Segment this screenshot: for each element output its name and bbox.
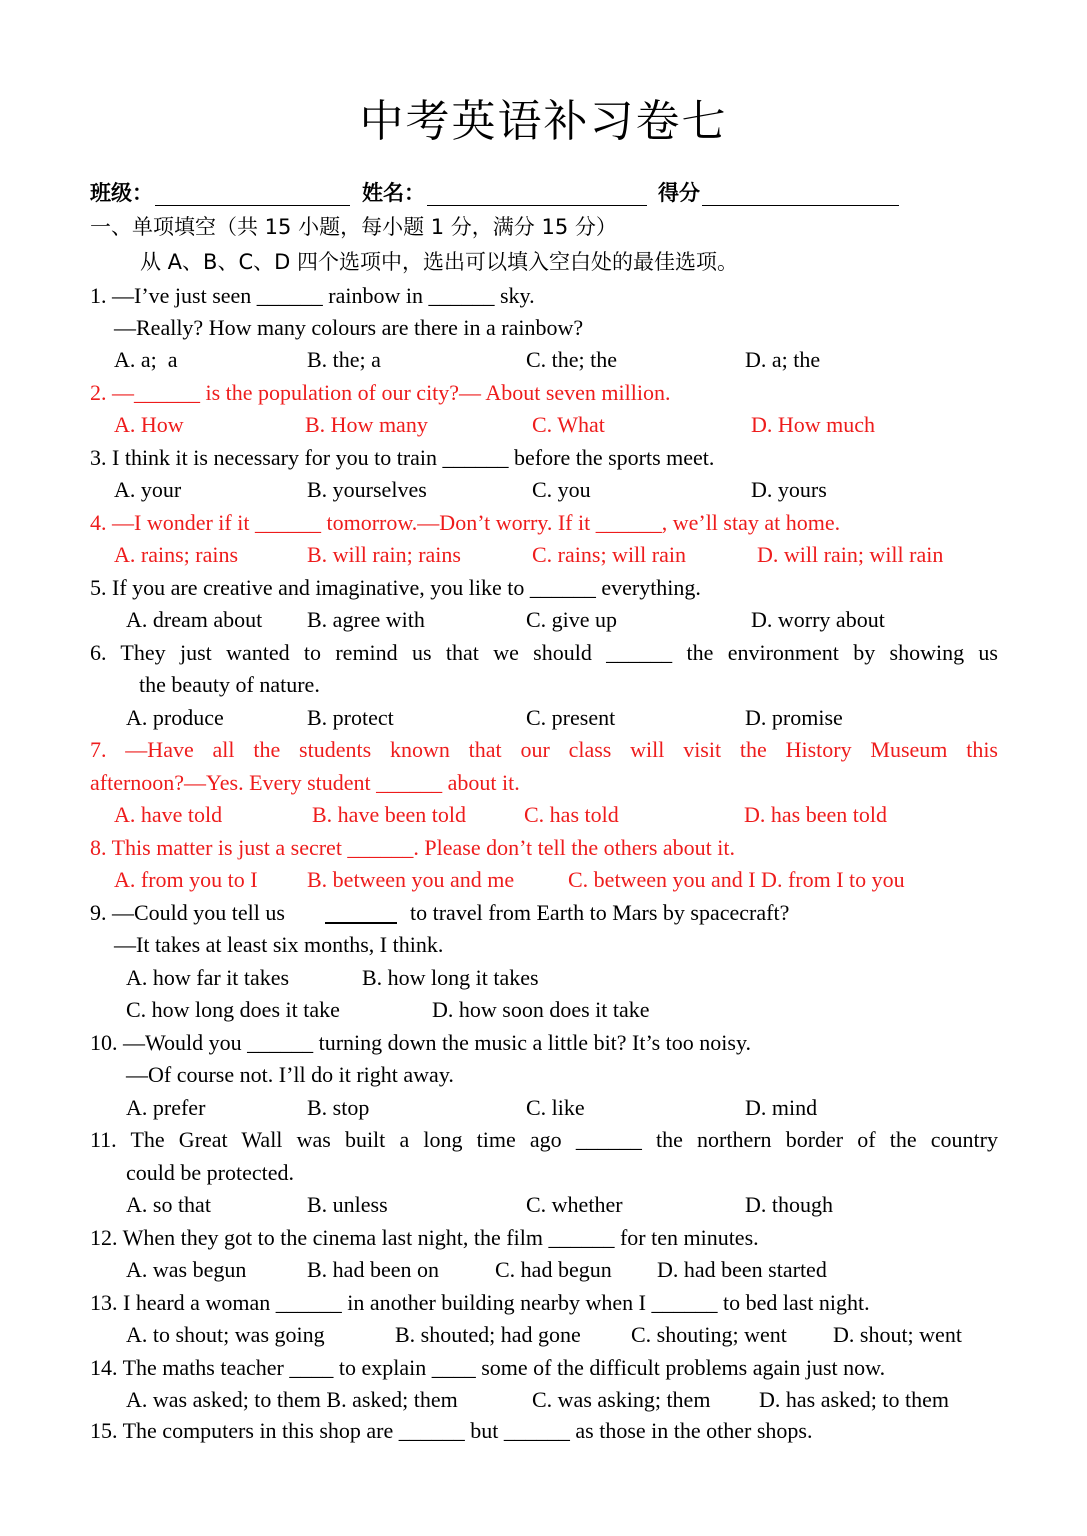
question-8: 8. This matter is just a secret ______. Please don’t tell the others about it. (90, 835, 736, 860)
question-9: 9. —Could you tell us (90, 900, 285, 925)
question-15: 15. The computers in this shop are ______ but ______ as those in the other shops. (90, 1418, 813, 1443)
question-1: 1. —I’ve just seen ______ rainbow in ______ sky. (90, 283, 535, 308)
q4-option-c: C. rains; will rain (532, 542, 686, 567)
q10-option-a: A. prefer (126, 1095, 206, 1120)
q12-option-c: C. had begun (495, 1257, 612, 1282)
q6-option-a: A. produce (126, 705, 224, 730)
class-blank[interactable] (155, 205, 350, 206)
q13-option-d: D. shout; went (833, 1322, 962, 1347)
question-7: 7. —Have all the students known that our class will visit the History Museum this (90, 737, 998, 762)
q8-option-a: A. from you to I (114, 867, 258, 892)
page-title: 中考英语补习卷七 (359, 97, 728, 146)
q10-option-d: D. mind (745, 1095, 818, 1120)
section-instruction: 从 A、B、C、D 四个选项中，选出可以填入空白处的最佳选项。 (140, 250, 738, 274)
q12-option-b: B. had been on (307, 1257, 439, 1282)
question-13: 13. I heard a woman ______ in another building nearby when I ______ to bed last night. (90, 1290, 870, 1315)
q1-option-d: D. a; the (745, 347, 821, 372)
name-label: 姓名： (362, 181, 425, 205)
q8-option-b: B. between you and me (307, 867, 515, 892)
q4-option-a: A. rains; rains (114, 542, 239, 567)
question-9-cont: to travel from Earth to Mars by spacecraft? (410, 900, 790, 925)
q10-option-b: B. stop (307, 1095, 370, 1120)
q9-option-d: D. how soon does it take (432, 997, 650, 1022)
q8-option-c-d: C. between you and I D. from I to you (568, 867, 905, 892)
question-9-reply: —It takes at least six months, I think. (114, 932, 444, 957)
q7-option-b: B. have been told (312, 802, 466, 827)
question-10: 10. —Would you ______ turning down the music a little bit? It’s too noisy. (90, 1030, 752, 1055)
q12-option-d: D. had been started (657, 1257, 827, 1282)
q3-option-a: A. your (114, 477, 182, 502)
section-heading: 一、单项填空（共 15 小题，每小题 1 分，满分 15 分） (90, 215, 617, 239)
score-blank[interactable] (702, 205, 899, 206)
q14-option-d: D. has asked; to them (759, 1387, 950, 1412)
q13-option-a: A. to shout; was going (126, 1322, 325, 1347)
question-2: 2. —______ is the population of our city?— About seven million. (90, 380, 671, 405)
q9-option-a: A. how far it takes (126, 965, 290, 990)
q3-option-d: D. yours (751, 477, 827, 502)
question-1-reply: —Really? How many colours are there in a rainbow? (114, 315, 584, 340)
q11-option-b: B. unless (307, 1192, 388, 1217)
q6-option-c: C. present (526, 705, 616, 730)
question-11-cont: could be protected. (126, 1160, 294, 1185)
q4-option-b: B. will rain; rains (307, 542, 461, 567)
q9-blank (325, 922, 397, 924)
q5-option-c: C. give up (526, 607, 618, 632)
q7-option-a: A. have told (114, 802, 223, 827)
q14-option-c: C. was asking; them (532, 1387, 711, 1412)
q5-option-a: A. dream about (126, 607, 263, 632)
q6-option-b: B. protect (307, 705, 394, 730)
q1-option-b: B. the; a (307, 347, 381, 372)
q9-option-c: C. how long does it take (126, 997, 340, 1022)
student-info-row (90, 180, 990, 208)
q10-option-c: C. like (526, 1095, 585, 1120)
question-3: 3. I think it is necessary for you to train ______ before the sports meet. (90, 445, 715, 470)
q5-option-d: D. worry about (751, 607, 885, 632)
q2-option-d: D. How much (751, 412, 876, 437)
q3-option-c: C. you (532, 477, 591, 502)
q5-option-b: B. agree with (307, 607, 425, 632)
q11-option-c: C. whether (526, 1192, 623, 1217)
q9-option-b: B. how long it takes (362, 965, 539, 990)
q14-option-a-b: A. was asked; to them B. asked; them (126, 1387, 458, 1412)
q3-option-b: B. yourselves (307, 477, 427, 502)
q1-option-a: A. a; a (114, 347, 178, 372)
q2-option-b: B. How many (305, 412, 428, 437)
question-6-cont: the beauty of nature. (139, 672, 320, 697)
name-blank[interactable] (427, 205, 647, 206)
score-label: 得分 (658, 181, 700, 205)
q13-option-b: B. shouted; had gone (395, 1322, 581, 1347)
question-4: 4. —I wonder if it ______ tomorrow.—Don’t worry. If it ______, we’ll stay at home. (90, 510, 841, 535)
question-10-reply: —Of course not. I’ll do it right away. (126, 1062, 454, 1087)
q7-option-d: D. has been told (744, 802, 887, 827)
q1-option-c: C. the; the (526, 347, 618, 372)
q2-option-a: A. How (114, 412, 184, 437)
q7-option-c: C. has told (524, 802, 619, 827)
q12-option-a: A. was begun (126, 1257, 247, 1282)
question-14: 14. The maths teacher ____ to explain ____ some of the difficult problems again just now. (90, 1355, 886, 1380)
q13-option-c: C. shouting; went (631, 1322, 787, 1347)
question-12: 12. When they got to the cinema last night, the film ______ for ten minutes. (90, 1225, 759, 1250)
q4-option-d: D. will rain; will rain (757, 542, 944, 567)
question-11: 11. The Great Wall was built a long time ago ______ the northern border of the country (90, 1127, 998, 1152)
question-7-cont: afternoon?—Yes. Every student ______ about it. (90, 770, 520, 795)
class-label: 班级： (90, 181, 153, 205)
question-6: 6. They just wanted to remind us that we should ______ the environment by showing us (90, 640, 998, 665)
q11-option-a: A. so that (126, 1192, 211, 1217)
q11-option-d: D. though (745, 1192, 833, 1217)
q6-option-d: D. promise (745, 705, 843, 730)
question-5: 5. If you are creative and imaginative, you like to ______ everything. (90, 575, 701, 600)
q2-option-c: C. What (532, 412, 605, 437)
